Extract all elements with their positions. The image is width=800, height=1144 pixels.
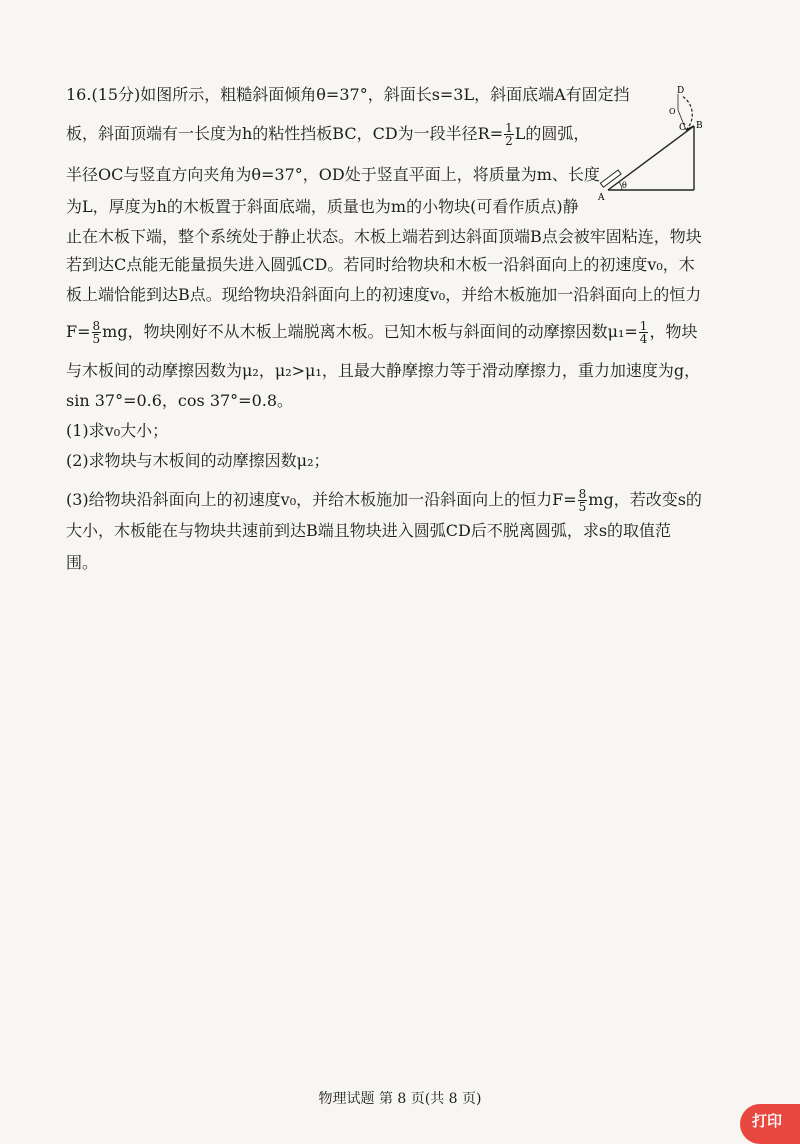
label-theta: θ [622,181,627,190]
problem-text-line [66,320,697,345]
fraction-denominator: 2 [505,134,513,148]
fraction-denominator: 4 [639,332,648,346]
label-b: B [696,121,703,131]
problem-text-line: 与木板间的动摩擦因数为μ₂，μ₂>μ₁，且最大静摩擦力等于滑动摩擦力，重力加速度为g， [66,361,701,380]
fraction-r [504,122,514,147]
question-3 [66,488,702,513]
page-footer: 物理试题 第 8 页(共 8 页) [318,1091,482,1107]
question-2: (2)求物块与木板间的动摩擦因数μ₂； [66,451,330,470]
text-segment: (3)给物块沿斜面向上的初速度v₀，并给木板施加一沿斜面向上的恒力F= [66,490,577,509]
text-segment: mg，物块刚好不从木板上端脱离木板。已知木板与斜面间的动摩擦因数μ₁= [102,322,638,341]
fraction-numerator: 8 [92,319,101,333]
problem-text-line: 为L，厚度为h的木板置于斜面底端，质量也为m的小物块(可看作质点)静 [66,197,579,216]
fraction-numerator: 1 [505,121,513,135]
fraction-denominator: 5 [92,332,101,346]
fraction-mu [639,320,649,345]
text-segment: L的圆弧， [514,124,590,143]
text-segment: F= [66,322,91,341]
fraction-f [578,488,588,513]
incline-diagram [596,86,708,202]
fraction-numerator: 1 [639,319,648,333]
text-segment: mg，若改变s的 [588,490,702,509]
print-stamp: 打印 [740,1104,800,1144]
label-a: A [598,193,605,202]
wooden-board [600,170,621,187]
text-segment: ，物块 [649,322,698,341]
problem-text-line: 止在木板下端，整个系统处于静止状态。木板上端若到达斜面顶端B点会被牢固粘连，物块 [66,227,702,246]
fraction-f [92,320,102,345]
label-o: O [669,107,676,116]
label-c: C [679,123,686,133]
problem-text-line: 16.(15分)如图所示，粗糙斜面倾角θ=37°，斜面长s=3L，斜面底端A有固定挡 [66,85,630,104]
fraction-denominator: 5 [578,500,587,514]
question-1: (1)求v₀大小； [66,421,169,440]
question-3-continued: 大小，木板能在与物块共速前到达B端且物块进入圆弧CD后不脱离圆弧，求s的取值范 [66,521,672,540]
question-3-continued: 围。 [66,553,99,572]
problem-text-line: sin 37°=0.6，cos 37°=0.8。 [66,391,294,410]
problem-text-line [66,122,589,147]
label-d: D [677,86,685,96]
problem-text-line: 若到达C点能无能量损失进入圆弧CD。若同时给物块和木板一沿斜面向上的初速度v₀，木 [66,255,695,274]
incline-surface [608,126,694,190]
problem-text-line: 半径OC与竖直方向夹角为θ=37°，OD处于竖直平面上，将质量为m、长度 [66,165,600,184]
fraction-numerator: 8 [578,487,587,501]
problem-text-line: 板上端恰能到达B点。现给物块沿斜面向上的初速度v₀，并给木板施加一沿斜面向上的恒力 [66,285,702,304]
text-segment: 板，斜面顶端有一长度为h的粘性挡板BC，CD为一段半径R= [66,124,504,143]
